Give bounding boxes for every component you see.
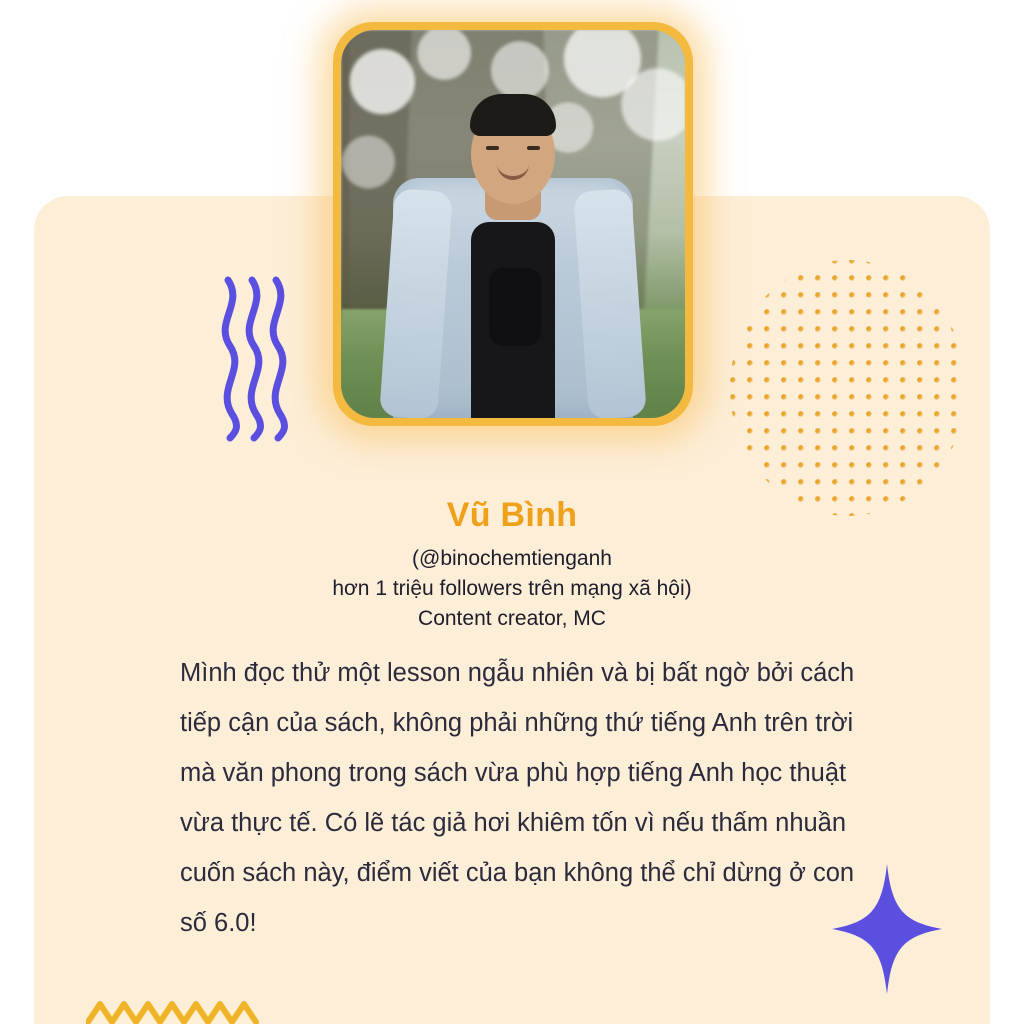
photo-eye-right bbox=[527, 146, 540, 150]
person-subtitle bbox=[34, 544, 990, 634]
photo-hair bbox=[470, 94, 556, 136]
portrait-photo bbox=[341, 30, 685, 418]
wavy-lines-icon bbox=[214, 274, 294, 444]
person-name: Vũ Bình bbox=[446, 496, 578, 534]
photo-sling-bag bbox=[489, 268, 541, 346]
person-role: Content creator, MC bbox=[418, 607, 606, 630]
photo-eye-left bbox=[486, 146, 499, 150]
four-point-star-icon bbox=[832, 864, 942, 994]
halftone-dots-icon bbox=[728, 256, 978, 526]
handle-line-1: (@binochemtienganh bbox=[412, 547, 612, 570]
testimonial-quote: Mình đọc thử một lesson ngẫu nhiên và bị bất ngờ bởi cách tiếp cận của sách, không phải những thứ tiếng Anh trên trời mà văn phong trong sách vừa phù hợp tiếng Anh học thuật vừa thực tế. Có lẽ tác giả hơi khiêm tốn vì nếu thấm nhuần cuốn sách này, điểm viết của bạn không thể chỉ dừng ở con số 6.0! bbox=[180, 659, 855, 937]
zigzag-line-icon bbox=[86, 996, 266, 1024]
handle-line-2: hơn 1 triệu followers trên mạng xã hội) bbox=[332, 577, 692, 600]
avatar bbox=[333, 22, 693, 426]
